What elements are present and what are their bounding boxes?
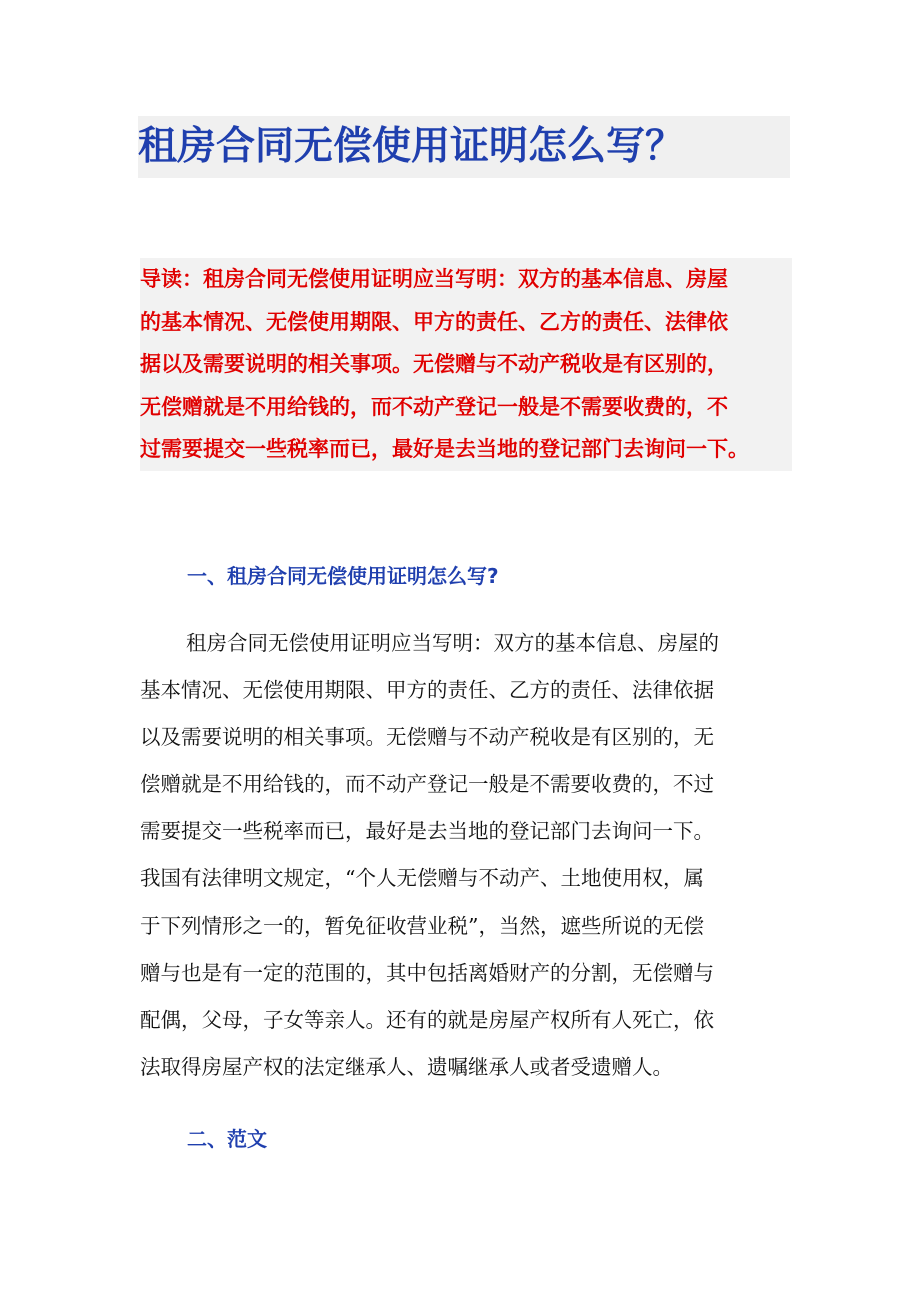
lead-line: 导读：租房合同无偿使用证明应当写明：双方的基本信息、房屋 [140,258,792,301]
paragraph-line: 租房合同无偿使用证明应当写明：双方的基本信息、房屋的 [186,631,719,655]
section-heading-2: 二、范文 [187,1127,267,1151]
paragraph-line: 配偶，父母，子女等亲人。还有的就是房屋产权所有人死亡，依 [140,1007,714,1032]
paragraph-line: 需要提交一些税率而已，最好是去当地的登记部门去询问一下。 [140,819,714,844]
paragraph-line: 法取得房屋产权的法定继承人、遗嘱继承人或者受遗赠人。 [140,1054,673,1079]
paragraph-line: 偿赠就是不用给钱的，而不动产登记一般是不需要收费的，不过 [140,772,714,797]
document-title: 租房合同无偿使用证明怎么写？ [138,116,790,178]
paragraph-line: 于下列情形之一的，暂免征收营业税”，当然，遮些所说的无偿 [140,913,704,938]
paragraph-line: 我国有法律明文规定，“个人无偿赠与不动产、土地使用权，属 [140,866,704,891]
lead-line: 的基本情况、无偿使用期限、甲方的责任、乙方的责任、法律依 [140,301,792,344]
paragraph-line: 以及需要说明的相关事项。无偿赠与不动产税收是有区别的，无 [140,725,714,750]
lead-line: 据以及需要说明的相关事项。无偿赠与不动产税收是有区别的， [140,343,792,386]
lead-summary [140,258,792,471]
paragraph-line: 赠与也是有一定的范围的，其中包括离婚财产的分割，无偿赠与 [140,960,714,985]
section-1-paragraph [140,620,790,1091]
paragraph-line: 基本情况、无偿使用期限、甲方的责任、乙方的责任、法律依据 [140,678,714,703]
lead-line: 无偿赠就是不用给钱的，而不动产登记一般是不需要收费的，不 [140,386,792,429]
section-heading-1: 一、租房合同无偿使用证明怎么写? [187,564,499,588]
lead-line: 过需要提交一些税率而已，最好是去当地的登记部门去询问一下。 [140,428,792,471]
